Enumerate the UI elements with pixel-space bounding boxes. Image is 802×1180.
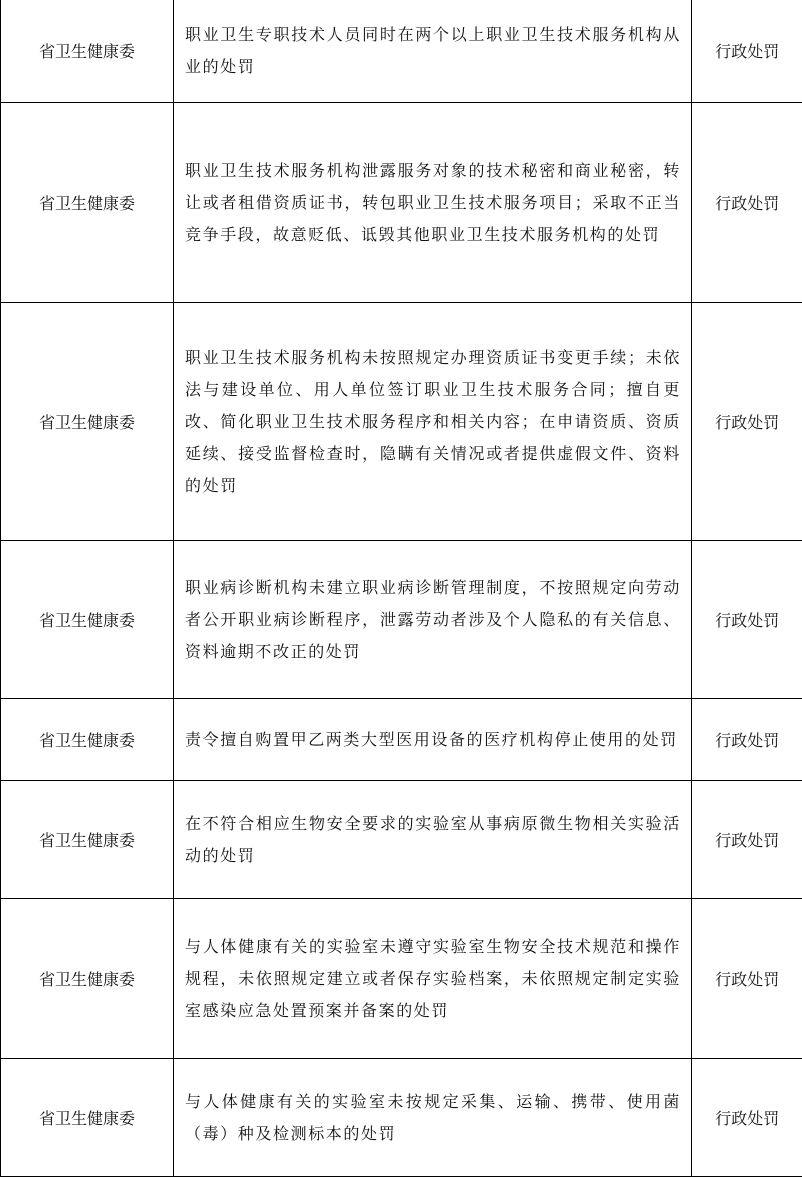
department-cell: 省卫生健康委 bbox=[1, 1059, 174, 1177]
department-cell: 省卫生健康委 bbox=[1, 103, 174, 303]
department-cell: 省卫生健康委 bbox=[1, 541, 174, 699]
department-cell: 省卫生健康委 bbox=[1, 303, 174, 541]
matter-cell: 职业卫生技术服务机构泄露服务对象的技术秘密和商业秘密，转让或者租借资质证书，转包职业卫生技术服务项目；采取不正当竞争手段，故意贬低、诋毁其他职业卫生技术服务机构的处罚 bbox=[174, 103, 692, 303]
department-cell: 省卫生健康委 bbox=[1, 0, 174, 103]
table-row bbox=[1, 781, 802, 899]
matter-cell: 职业病诊断机构未建立职业病诊断管理制度，不按照规定向劳动者公开职业病诊断程序，泄露劳动者涉及个人隐私的有关信息、资料逾期不改正的处罚 bbox=[174, 541, 692, 699]
power-type-cell: 行政处罚 bbox=[692, 1059, 802, 1177]
matter-cell: 职业卫生技术服务机构未按照规定办理资质证书变更手续；未依法与建设单位、用人单位签订职业卫生技术服务合同；擅自更改、简化职业卫生技术服务程序和相关内容；在申请资质、资质延续、接受监督检查时，隐瞒有关情况或者提供虚假文件、资料的处罚 bbox=[174, 303, 692, 541]
table-row bbox=[1, 541, 802, 699]
table-row bbox=[1, 0, 802, 103]
department-cell: 省卫生健康委 bbox=[1, 899, 174, 1059]
power-type-cell: 行政处罚 bbox=[692, 103, 802, 303]
power-type-cell: 行政处罚 bbox=[692, 781, 802, 899]
department-cell: 省卫生健康委 bbox=[1, 699, 174, 781]
power-type-cell: 行政处罚 bbox=[692, 699, 802, 781]
matter-cell: 职业卫生专职技术人员同时在两个以上职业卫生技术服务机构从业的处罚 bbox=[174, 0, 692, 103]
department-cell: 省卫生健康委 bbox=[1, 781, 174, 899]
table-row bbox=[1, 103, 802, 303]
table-row bbox=[1, 303, 802, 541]
power-type-cell: 行政处罚 bbox=[692, 899, 802, 1059]
matter-cell: 在不符合相应生物安全要求的实验室从事病原微生物相关实验活动的处罚 bbox=[174, 781, 692, 899]
table-row bbox=[1, 1059, 802, 1177]
table-row bbox=[1, 699, 802, 781]
power-type-cell: 行政处罚 bbox=[692, 303, 802, 541]
matter-cell: 与人体健康有关的实验室未按规定采集、运输、携带、使用菌（毒）种及检测标本的处罚 bbox=[174, 1059, 692, 1177]
matter-cell: 责令擅自购置甲乙两类大型医用设备的医疗机构停止使用的处罚 bbox=[174, 699, 692, 781]
power-type-cell: 行政处罚 bbox=[692, 0, 802, 103]
power-type-cell: 行政处罚 bbox=[692, 541, 802, 699]
matter-cell: 与人体健康有关的实验室未遵守实验室生物安全技术规范和操作规程，未依照规定建立或者保存实验档案，未依照规定制定实验室感染应急处置预案并备案的处罚 bbox=[174, 899, 692, 1059]
table-row bbox=[1, 899, 802, 1059]
